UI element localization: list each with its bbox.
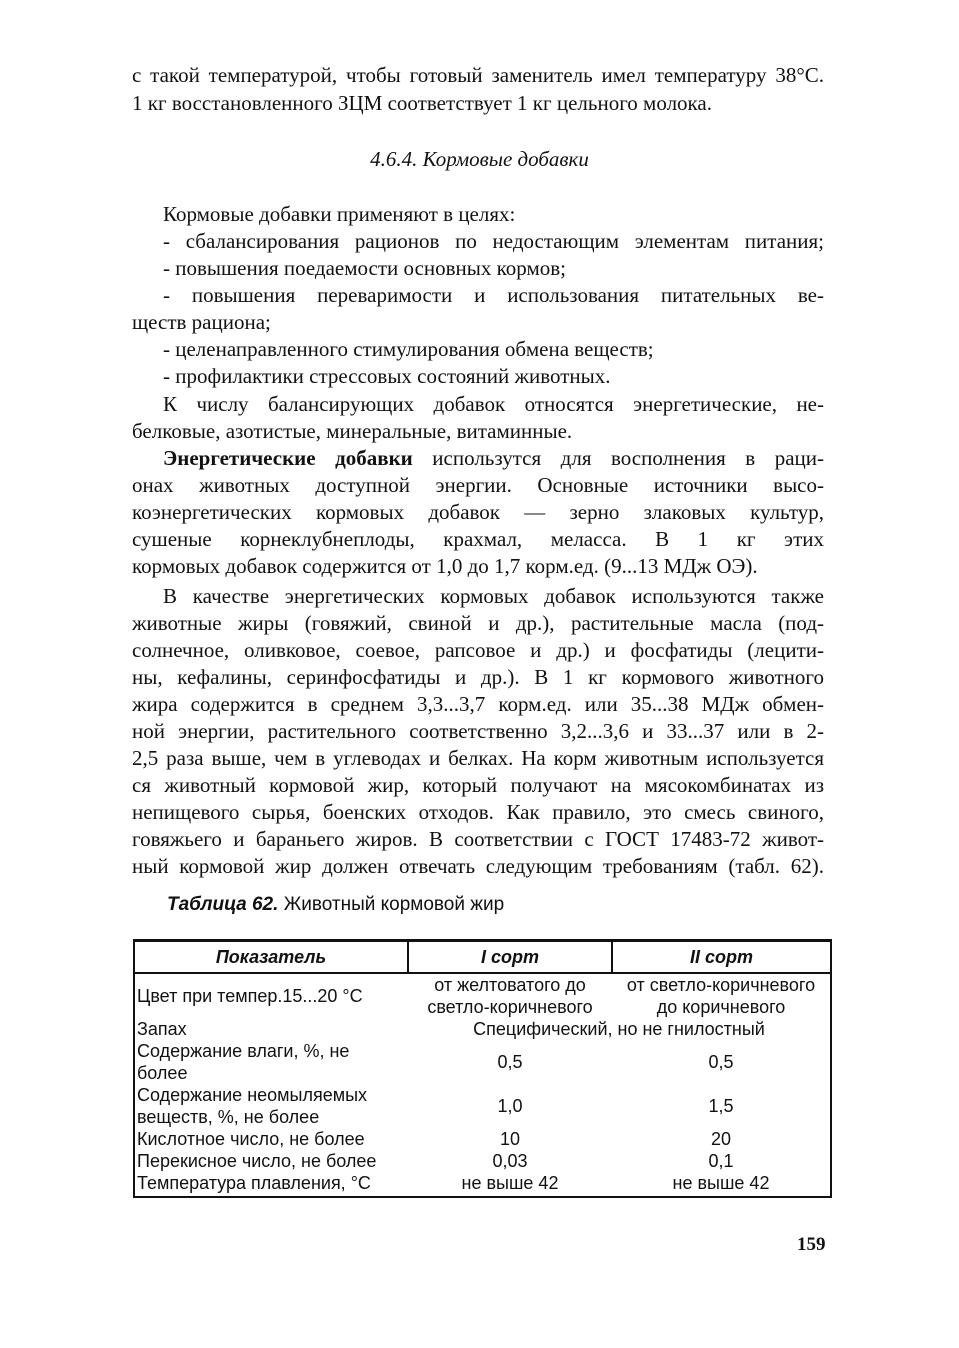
row-name-text: Перекисное число, не более	[137, 1151, 377, 1171]
row-name-text: Содержание влаги, %, не	[137, 1041, 350, 1061]
table-caption-text: Животный кормовой жир	[283, 894, 505, 915]
body-line: ществ рациона;	[132, 310, 271, 334]
merged-value: Специфический, но не гнилостный	[408, 1018, 831, 1040]
cell-line: от желтоватого до	[434, 975, 586, 995]
body-line: белковые, азотистые, минеральные, витаминные.	[132, 419, 573, 443]
body-line: говяжьего и бараньего жиров. В соответствии с ГОСТ 17483-72 живот-	[132, 827, 824, 851]
header-grade-1: I сорт	[408, 941, 612, 974]
body-line: животные жиры (говяжий, свиной и др.), растительные масла (под-	[132, 611, 824, 635]
grade-1-value: 1,0	[497, 1096, 523, 1116]
body-line: солнечное, оливковое, соевое, рапсовое и др.) и фосфатиды (лецити-	[132, 638, 824, 662]
row-name	[134, 1084, 408, 1128]
body-line: - повышения поедаемости основных кормов;	[163, 256, 566, 280]
row-name-text: Температура плавления, °С	[137, 1173, 371, 1193]
body-line: ся животный кормовой жир, который получают на мясокомбинатах из	[132, 773, 824, 797]
row-name-text: Цвет при темпер.15...20 °С	[137, 986, 363, 1006]
row-name-text: Кислотное число, не более	[137, 1129, 365, 1149]
body-line: - сбалансирования рационов по недостающим элементам питания;	[163, 229, 824, 253]
row-name	[134, 1128, 408, 1150]
table-row	[134, 1128, 831, 1150]
body-line: - повышения переваримости и использования питательных ве-	[163, 283, 824, 307]
row-name	[134, 973, 408, 1018]
table-row	[134, 1084, 831, 1128]
row-name	[134, 1040, 408, 1084]
grade-1-value: 10	[499, 1129, 521, 1149]
grade-1-value	[408, 973, 612, 1018]
row-name-text: более	[137, 1063, 188, 1083]
row-name	[134, 1018, 408, 1040]
cell-line: от светло-коричневого	[626, 975, 816, 995]
intro-line: 1 кг восстановленного ЗЦМ соответствует 1 кг цельного молока.	[132, 91, 713, 115]
intro-line: с такой температурой, чтобы готовый заменитель имел температуру 38°С.	[132, 63, 824, 87]
body-line-energy	[163, 445, 824, 471]
grade-2-value: не выше 42	[612, 1172, 831, 1197]
body-line: - целенаправленного стимулирования обмена веществ;	[163, 337, 654, 361]
table-header-row	[134, 941, 831, 974]
body-line: непищевого сырья, боенских отходов. Как правило, это смесь свиного,	[132, 800, 824, 824]
cell-line: светло-коричневого	[427, 997, 593, 1017]
page-number: 159	[797, 1234, 826, 1255]
table-row	[134, 973, 831, 1018]
body-line: ной энергии, растительного соответственно 3,2...3,6 и 33...37 или в 2-	[132, 719, 824, 743]
bold-term: Энергетические добавки	[163, 446, 413, 470]
table-row	[134, 1150, 831, 1172]
row-name-text: веществ, %, не более	[137, 1107, 320, 1127]
row-name	[134, 1172, 408, 1197]
section-heading: 4.6.4. Кормовые добавки	[370, 147, 589, 171]
row-name	[134, 1150, 408, 1172]
body-line: В качестве энергетических кормовых добавок используются также	[163, 584, 824, 608]
body-line: онах животных доступной энергии. Основные источники высо-	[132, 473, 824, 497]
grade-2-value	[612, 973, 831, 1018]
table-row	[134, 1172, 831, 1197]
fat-requirements-table	[133, 939, 832, 1198]
header-grade-2: II сорт	[612, 941, 831, 974]
table-caption-label: Таблица 62.	[167, 894, 279, 915]
grade-1-value: 0,5	[497, 1052, 523, 1072]
grade-2-value: 1,5	[612, 1084, 831, 1128]
grade-1-value: не выше 42	[408, 1172, 612, 1197]
body-line: К числу балансирующих добавок относятся энергетические, не-	[163, 392, 824, 416]
cell-line: до коричневого	[656, 997, 786, 1017]
grade-2-value: 0,5	[612, 1040, 831, 1084]
body-line: жира содержится в среднем 3,3...3,7 корм.ед. или 35...38 МДж обмен-	[132, 692, 824, 716]
grade-1-value: 0,03	[492, 1151, 528, 1171]
body-line: кормовых добавок содержится от 1,0 до 1,7 корм.ед. (9...13 МДж ОЭ).	[132, 554, 758, 578]
body-line: коэнергетических кормовых добавок — зерно злаковых культур,	[132, 500, 824, 524]
table-row	[134, 1040, 831, 1084]
body-line: ный кормовой жир должен отвечать следующим требованиям (табл. 62).	[132, 854, 824, 878]
row-name-text: Запах	[137, 1019, 187, 1039]
grade-2-value: 0,1	[612, 1150, 831, 1172]
body-line-text: использутся для восполнения в раци-	[432, 446, 824, 470]
body-line: - профилактики стрессовых состояний животных.	[163, 364, 611, 388]
body-line: ны, кефалины, серинфосфатиды и др.). В 1 кг кормового животного	[132, 665, 824, 689]
grade-2-value: 20	[612, 1128, 831, 1150]
body-line: сушеные корнеклубнеплоды, крахмал, меласса. В 1 кг этих	[132, 527, 824, 551]
body-line: 2,5 раза выше, чем в углеводах и белках. На корм животным используется	[132, 746, 824, 770]
body-line: Кормовые добавки применяют в целях:	[163, 202, 516, 226]
table-caption	[167, 893, 504, 917]
row-name-text: Содержание неомыляемых	[137, 1085, 368, 1105]
table-row	[134, 1018, 831, 1040]
header-indicator: Показатель	[134, 941, 408, 974]
